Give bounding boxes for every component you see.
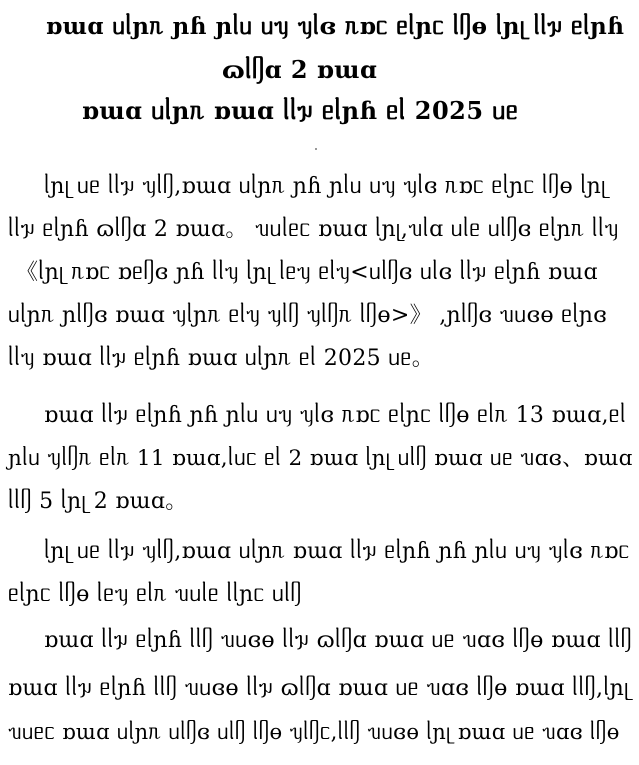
body-line-8: ᥣᥣᥦ 5 ᥣɲᥨ 2 ɒɯɑ。 [8,489,188,514]
body-line-6: ɒɯɑ ᥣᥣᥭ ᥱᥣɲɦ ɲɦ ɲᥣᥙ ᥙᥡ ᥡᥣɞ ᥰɒᥴ ᥱᥣɲᥴ ᥣᥦɵ ᥱᥣᥰ 13 ɒɯɑ,ᥱᥣ [44,403,627,428]
title-line-1: ɒɯɑ ᥙᥣɲᥰ ɲɦ ɲᥣᥙ ᥙᥡ ᥡᥣɞ ᥰɒᥴ ᥱᥣɲᥴ ᥣᥦɵ ᥣɲᥨ ᥣᥣᥭ ᥱᥣɲɦ [46,13,625,40]
body-line-11: ɒɯɑ ᥣᥣᥭ ᥱᥣɲɦ ᥣᥣᥦ ᥔᥙɞɵ ᥣᥣᥭ ɷᥣᥦɑ ɒɯɑ ᥙᥱ ᥔɑɞ ᥣᥦɵ ɒɯɑ ᥣᥣᥦ [44,628,633,653]
body-line-10: ᥱᥣɲᥴ ᥣᥦɵ ᥣᥱᥡ ᥱᥣᥰ ᥔᥙᥣᥱ ᥣᥣɲᥴ ᥙᥣᥦ [8,582,302,607]
body-line-13: ᥔᥙᥱᥴ ɒɯɑ ᥙᥣɲᥰ ᥙᥣᥦɞ ᥙᥣᥦ ᥣᥦɵ ᥡᥣᥦᥴ,ᥣᥣᥦ ᥔᥙɞɵ ᥣɲᥨ ɒɯɑ ᥙᥱ ᥔɑɞ ᥣᥦɵ [8,720,620,744]
body-line-9: ᥣɲᥨ ᥙᥱ ᥣᥣᥭ ᥡᥣᥦ,ɒɯɑ ᥙᥣɲᥰ ɒɯɑ ᥣᥣᥭ ᥱᥣɲɦ ɲɦ ɲᥣᥙ ᥙᥡ ᥡᥣɞ ᥰɒᥴ [44,539,630,564]
body-line-1: ᥣɲᥨ ᥙᥱ ᥣᥣᥭ ᥡᥣᥦ,ɒɯɑ ᥙᥣɲᥰ ɲɦ ɲᥣᥙ ᥙᥡ ᥡᥣɞ ᥰɒᥴ ᥱᥣɲᥴ ᥣᥦɵ ᥣɲᥨ [44,174,607,199]
body-line-2: ᥣᥣᥭ ᥱᥣɲɦ ɷᥣᥦɑ 2 ɒɯɑ。 ᥔᥙᥣᥱᥴ ɒɯɑ ᥣɲᥨ,ᥔᥣɑ ᥙᥣᥱ ᥙᥣᥦɞ ᥱᥣɲᥰ ᥣᥣᥡ [8,217,619,242]
speck-mark [315,148,317,150]
body-line-5: ᥣᥣᥡ ɒɯɑ ᥣᥣᥭ ᥱᥣɲɦ ɒɯɑ ᥙᥣɲᥰ ᥱᥣ 2025 ᥙᥱ。 [8,346,435,371]
title-line-2: ɷᥣᥦɑ 2 ɒɯɑ [222,55,378,84]
body-line-7: ɲᥣᥙ ᥡᥣᥦᥰ ᥱᥣᥰ 11 ɒɯɑ,ᥣᥙᥴ ᥱᥣ 2 ɒɯɑ ᥣɲᥨ ᥙᥣᥦ ɒɯɑ ᥙᥱ ᥔɑɞ、ɒɯɑ [8,446,633,471]
title-line-3: ɒɯɑ ᥙᥣɲᥰ ɒɯɑ ᥣᥣᥭ ᥱᥣɲɦ ᥱᥣ 2025 ᥙᥱ [82,96,519,125]
body-line-12: ɒɯɑ ᥣᥣᥭ ᥱᥣɲɦ ᥣᥣᥦ ᥔᥙɞɵ ᥣᥣᥭ ɷᥣᥦɑ ɒɯɑ ᥙᥱ ᥔɑɞ ᥣᥦɵ ɒɯɑ ᥣᥣᥦ,ᥣɲᥨ [8,676,629,701]
body-line-4: ᥙᥣɲᥰ ɲᥣᥦɞ ɒɯɑ ᥡᥣɲᥰ ᥱᥣᥡ ᥡᥣᥦ ᥡᥣᥦᥰ ᥣᥦɵ>》 ,ɲᥣᥦɞ ᥔᥙɞɵ ᥱᥣɲɞ [8,303,608,328]
body-line-3: 《ᥣɲᥨ ᥰɒᥴ ɒᥱᥦɞ ɲɦ ᥣᥣᥡ ᥣɲᥨ ᥣᥱᥡ ᥱᥣᥡ<ᥙᥣᥦɞ ᥙᥣɞ ᥣᥣᥭ ᥱᥣɲɦ ɒɯɑ [16,260,598,285]
